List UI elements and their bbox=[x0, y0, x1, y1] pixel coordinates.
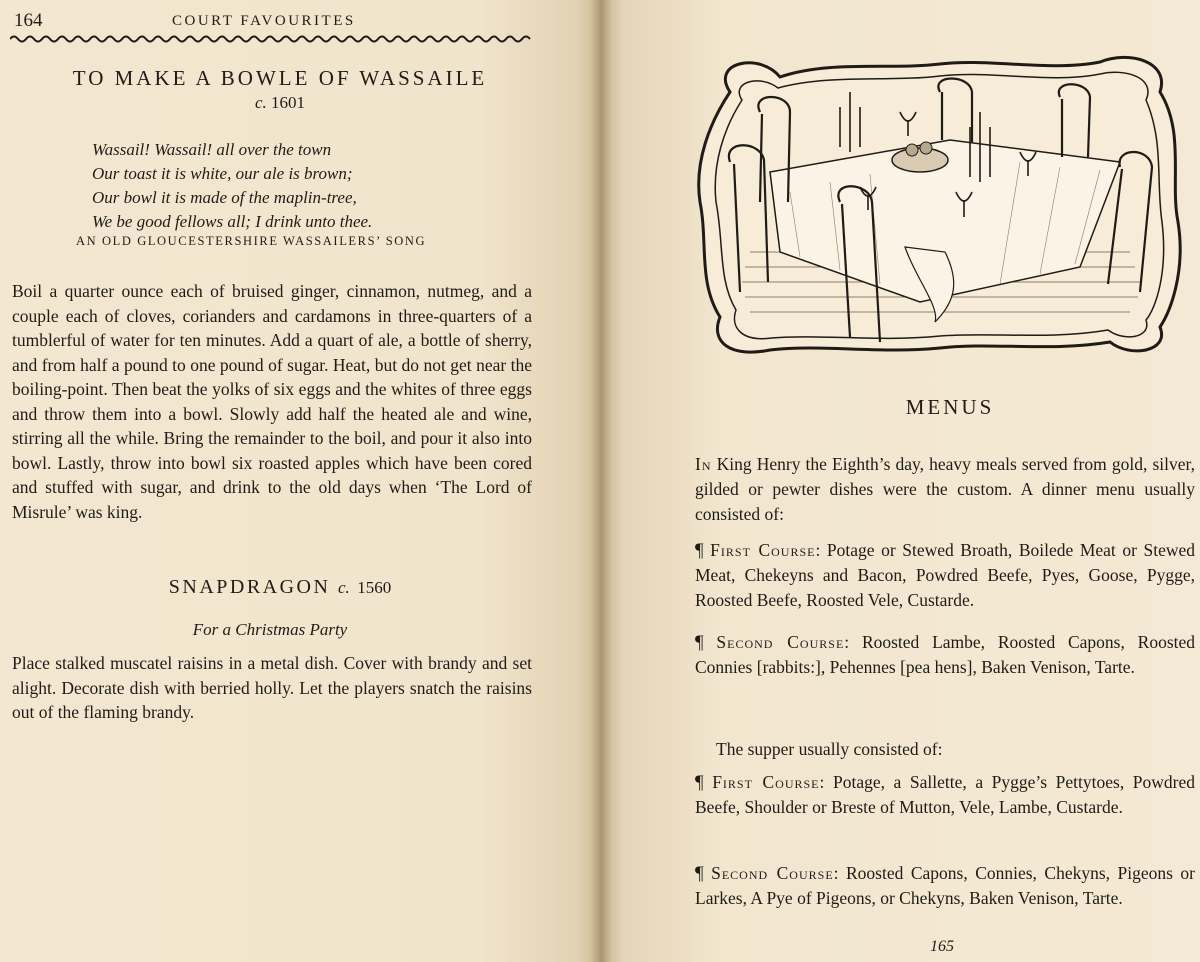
book-gutter bbox=[590, 0, 612, 962]
course-label: Second Course bbox=[711, 863, 834, 883]
course-label: Second Course bbox=[716, 632, 845, 652]
course-text: Roosted Lambe, Roosted Capons, Roosted Connies [rabbits:], Pehennes [pea hens], Baken Venison, Tarte. bbox=[695, 632, 1196, 677]
date-year: 1560 bbox=[357, 578, 392, 597]
snapdragon-subtitle: For a Christmas Party bbox=[192, 620, 348, 639]
verse-block bbox=[92, 138, 372, 234]
course-label: First Course bbox=[710, 540, 816, 560]
page-number-right: 165 bbox=[930, 938, 954, 955]
recipe-title-wassaile: TO MAKE A BOWLE OF WASSAILE bbox=[72, 66, 488, 90]
dinner-second-course: ¶ Second Course: Roosted Lambe, Roosted Capons, Roosted Connies [rabbits:], Pehennes [pea hens], Baken Venison, Tarte. bbox=[695, 632, 1196, 677]
supper-intro: The supper usually consisted of: bbox=[716, 739, 943, 759]
snapdragon-instructions: Place stalked muscatel raisins in a metal dish. Cover with brandy and set alight. Decorate dish with berried holly. Let the players snatch the raisins out of the flaming brandy. bbox=[12, 653, 532, 722]
course-text: Roosted Capons, Connies, Chekyns, Pigeons or Larkes, A Pye of Pigeons, or Chekyns, Baken Venison, Tarte. bbox=[695, 863, 1195, 908]
section-title-menus: MENUS bbox=[905, 395, 995, 419]
wavy-rule bbox=[10, 34, 532, 44]
recipe-date-wassaile bbox=[0, 93, 560, 113]
date-prefix: c. bbox=[337, 578, 350, 597]
drop-cap-word: In bbox=[695, 454, 712, 474]
menus-intro bbox=[695, 452, 1195, 527]
right-page bbox=[600, 0, 1200, 962]
menus-intro-text: King Henry the Eighth’s day, heavy meals served from gold, silver, gilded or pewter dishes were the custom. A dinner menu usually consisted of: bbox=[695, 454, 1195, 524]
recipe-title-snapdragon bbox=[0, 576, 560, 599]
course-text: Potage, a Sallette, a Pygge’s Pettytoes, Powdred Beefe, Shoulder or Breste of Mutton, Vele, Lambe, Custarde. bbox=[695, 772, 1196, 817]
verse-credit: AN OLD GLOUCESTERSHIRE WASSAILERS’ SONG bbox=[76, 234, 427, 248]
dining-table-illustration bbox=[690, 52, 1188, 358]
verse-line: Our bowl it is made of the maplin-tree, bbox=[92, 188, 357, 207]
date-year: 1601 bbox=[271, 93, 306, 112]
snapdragon-title-text: SNAPDRAGON bbox=[168, 576, 331, 598]
course-text: Potage or Stewed Broath, Boilede Meat or Stewed Meat, Chekeyns and Bacon, Powdred Beefe, Pyes, Goose, Pygge, Roosted Beefe, Roosted Vele, Custarde. bbox=[695, 540, 1196, 610]
page-number-left: 164 bbox=[14, 10, 43, 31]
verse-line: Wassail! Wassail! all over the town bbox=[92, 140, 332, 159]
pilcrow-icon: ¶ bbox=[695, 863, 704, 884]
supper-second-course: ¶ Second Course: Roosted Capons, Connies, Chekyns, Pigeons or Larkes, A Pye of Pigeons, or Chekyns, Baken Venison, Tarte. bbox=[695, 863, 1195, 908]
supper-first-course: ¶ First Course: Potage, a Sallette, a Pygge’s Pettytoes, Powdred Beefe, Shoulder or Breste of Mutton, Vele, Lambe, Custarde. bbox=[695, 772, 1196, 817]
verse-line: Our toast it is white, our ale is brown; bbox=[92, 164, 353, 183]
pilcrow-icon: ¶ bbox=[695, 540, 704, 561]
pilcrow-icon: ¶ bbox=[695, 632, 704, 653]
date-prefix: c. bbox=[254, 93, 267, 112]
running-head: COURT FAVOURITES bbox=[172, 13, 356, 29]
course-label: First Course bbox=[712, 772, 820, 792]
pilcrow-icon: ¶ bbox=[695, 772, 704, 793]
wassaile-instructions: Boil a quarter ounce each of bruised ginger, cinnamon, nutmeg, and a couple each of cloves, corianders and cardamons in three-quarters of a tumblerful of water for ten minutes. Add a quart of ale, a bottle of sherry, and from half a pound to one pound of sugar. Heat, but do not get near the boiling-point. Then beat the yolks of six eggs and the whites of three eggs and throw them into a bowl. Slowly add half the heated ale and wine, stirring all the while. Bring the remainder to the boil, and pour it also into bowl. Lastly, throw into bowl six roasted apples which have been cored and stuffed with sugar, and drink to the old days when ‘The Lord of Misrule’ was king. bbox=[12, 281, 532, 522]
verse-line: We be good fellows all; I drink unto thee. bbox=[92, 212, 373, 231]
dinner-first-course: ¶ First Course: Potage or Stewed Broath, Boilede Meat or Stewed Meat, Chekeyns and Bacon, Powdred Beefe, Pyes, Goose, Pygge, Roosted Beefe, Roosted Vele, Custarde. bbox=[695, 540, 1196, 610]
